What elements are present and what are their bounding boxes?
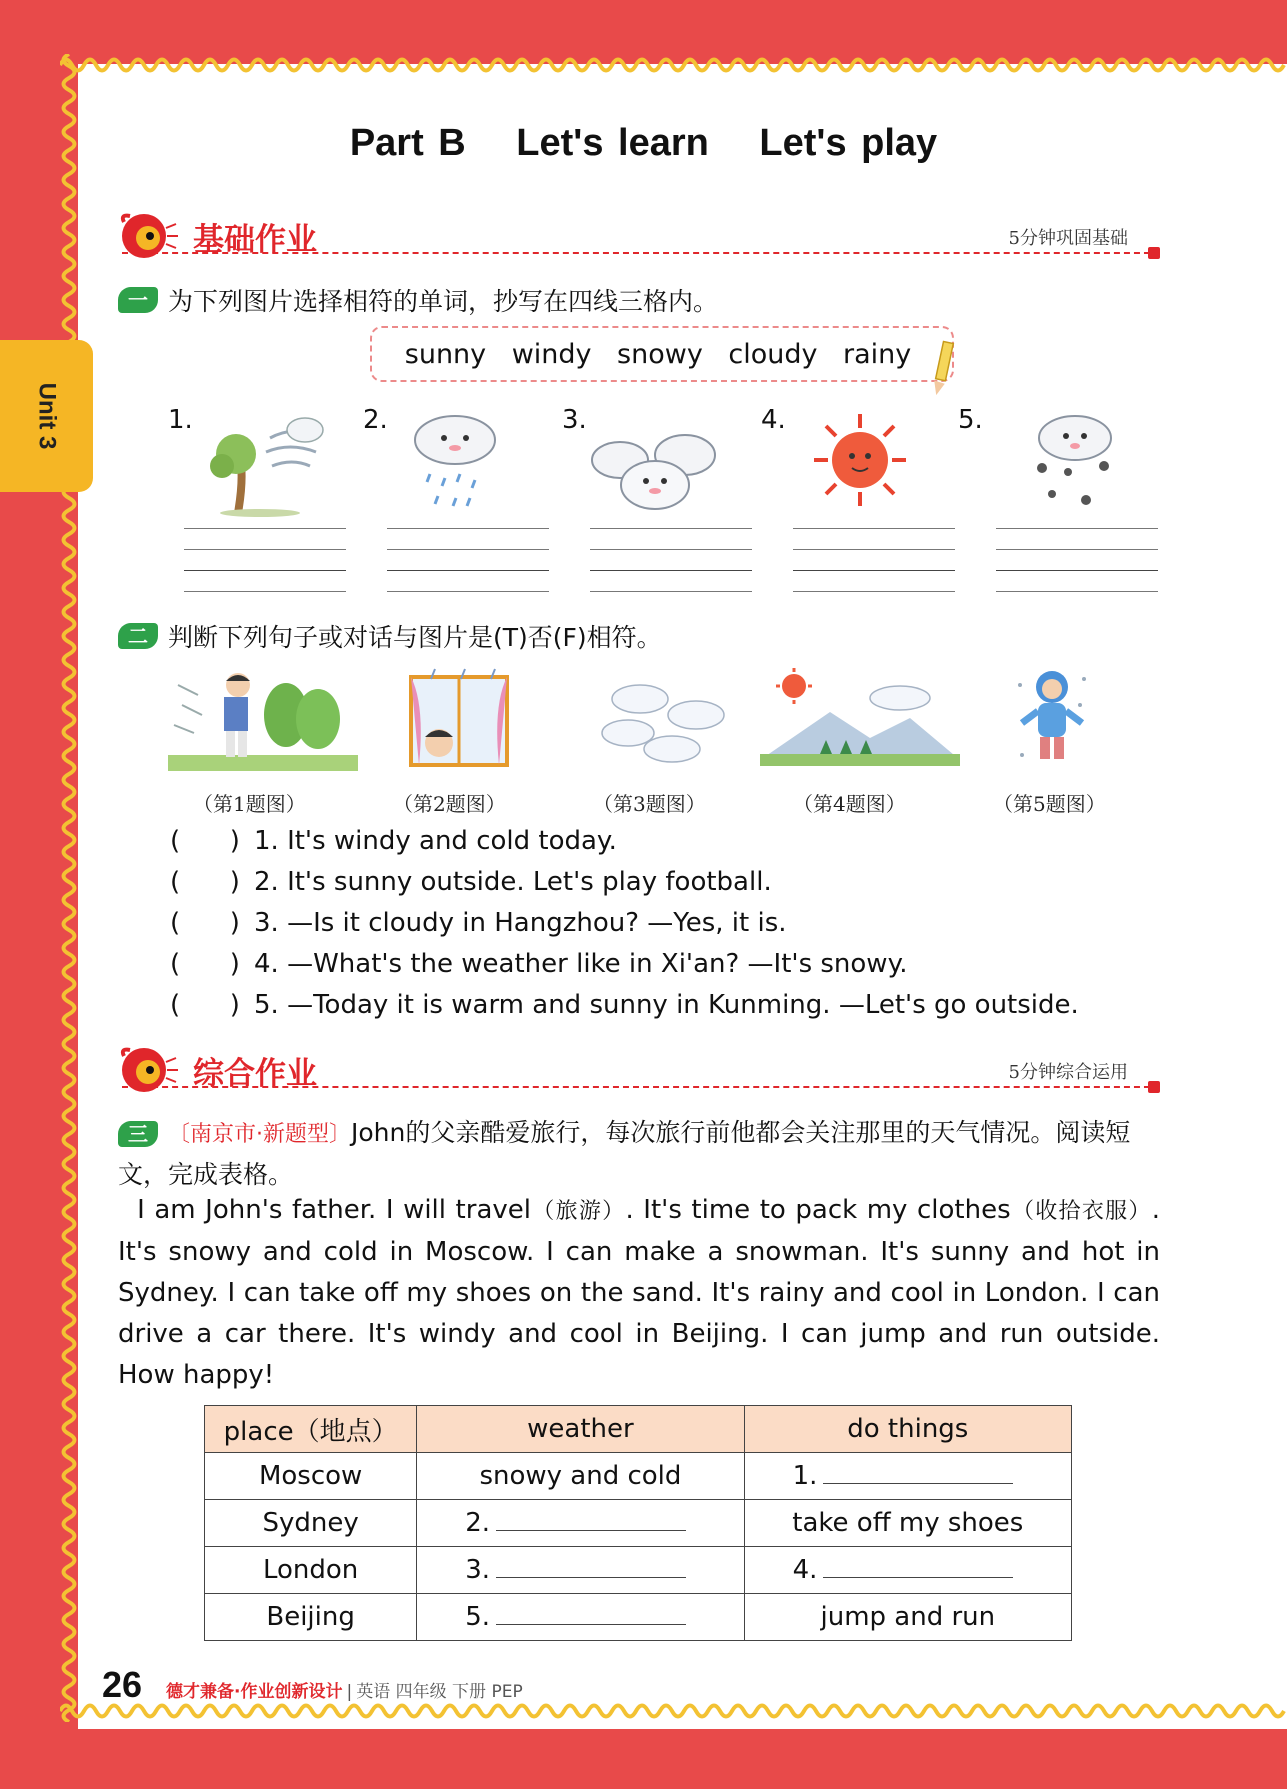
- passage-text: I am John's father. I will travel: [137, 1195, 531, 1225]
- table-cell: Beijing: [205, 1594, 417, 1641]
- snowy-cloud-picture: [1030, 408, 1120, 518]
- answer-bracket[interactable]: ( ): [170, 949, 240, 979]
- unit-tab: [0, 340, 93, 492]
- answer-line[interactable]: [823, 1556, 1013, 1578]
- column-header: do things: [744, 1406, 1071, 1453]
- question-2-heading: [118, 618, 662, 654]
- windy-tree-picture: [200, 408, 330, 518]
- pencil-icon: [928, 338, 958, 398]
- table-cell: Sydney: [205, 1500, 417, 1547]
- table-cell: jump and run: [744, 1594, 1071, 1641]
- tf-sentence: 1. It's windy and cold today.: [254, 826, 617, 856]
- weather-table: [204, 1405, 1072, 1641]
- section-header-basic: [118, 210, 1160, 270]
- question-tag: 〔南京市·新题型〕: [168, 1122, 351, 1147]
- picture-caption: （第4题图）: [793, 792, 906, 816]
- picture-caption: （第2题图）: [393, 792, 506, 816]
- answer-blank-cell[interactable]: [417, 1547, 744, 1594]
- answer-bracket[interactable]: ( ): [170, 990, 240, 1020]
- word-option: rainy: [842, 338, 912, 370]
- picture-number: 5.: [958, 405, 983, 435]
- question-instruction: 为下列图片选择相符的单词，抄写在四线三格内。: [168, 287, 719, 316]
- tf-item: [170, 908, 787, 938]
- tf-item: [170, 949, 908, 979]
- passage-gloss: （旅游）: [531, 1199, 626, 1224]
- page-number: 26: [102, 1664, 143, 1705]
- divider-end-dot: [1148, 1081, 1160, 1093]
- table-cell: London: [205, 1547, 417, 1594]
- column-header: place（地点）: [205, 1406, 417, 1453]
- passage-gloss: （收拾衣服）: [1010, 1199, 1152, 1224]
- sunny-mountain-picture: [760, 668, 960, 768]
- answer-bracket[interactable]: ( ): [170, 826, 240, 856]
- tf-sentence: 4. —What's the weather like in Xi'an? —It's snowy.: [254, 949, 908, 979]
- answer-blank-cell[interactable]: [417, 1500, 744, 1547]
- blank-number: 1.: [792, 1461, 818, 1491]
- section-title: 综合作业: [193, 1056, 317, 1092]
- table-cell: Moscow: [205, 1453, 417, 1500]
- answer-line[interactable]: [496, 1556, 686, 1578]
- tf-item: [170, 826, 617, 856]
- passage-text: . It's snowy and cold in Moscow. I can make a snowman. It's sunny and hot in Sydney. I can take off my shoes on the sand. It's rainy and cool in London. I can drive a car there. It's windy and cool in Beijing. I can jump and run outside. How happy!: [118, 1195, 1160, 1390]
- question-number-badge: 一: [118, 287, 158, 313]
- mascot-bird-icon: [118, 210, 180, 266]
- blank-number: 3.: [465, 1555, 491, 1585]
- page-title: [0, 122, 1287, 165]
- writing-lines[interactable]: [996, 528, 1158, 594]
- clouds-picture: [600, 675, 730, 765]
- wavy-border-left: [58, 54, 80, 1722]
- question-number-badge: 二: [118, 623, 158, 649]
- table-row: [205, 1594, 1072, 1641]
- table-row: [205, 1500, 1072, 1547]
- table-row: [205, 1547, 1072, 1594]
- column-header: weather: [417, 1406, 744, 1453]
- book-subject: 英语 四年级 下册 PEP: [356, 1682, 523, 1702]
- picture-number: 3.: [562, 405, 587, 435]
- table-cell: take off my shoes: [744, 1500, 1071, 1547]
- unit-tab-label: Unit 3: [33, 382, 61, 450]
- title-play: Let's play: [759, 122, 938, 164]
- answer-bracket[interactable]: ( ): [170, 908, 240, 938]
- picture-number: 2.: [363, 405, 388, 435]
- word-option: windy: [511, 338, 592, 370]
- mascot-bird-icon: [118, 1044, 180, 1100]
- writing-lines[interactable]: [590, 528, 752, 594]
- sunny-sun-picture: [810, 410, 910, 510]
- writing-lines[interactable]: [184, 528, 346, 594]
- picture-caption: （第5题图）: [993, 792, 1106, 816]
- writing-lines[interactable]: [793, 528, 955, 594]
- word-option: sunny: [404, 338, 487, 370]
- word-option: snowy: [617, 338, 703, 370]
- writing-lines[interactable]: [387, 528, 549, 594]
- tf-sentence: 2. It's sunny outside. Let's play football.: [254, 867, 772, 897]
- tf-sentence: 3. —Is it cloudy in Hangzhou? —Yes, it is.: [254, 908, 787, 938]
- title-part: Part B: [349, 122, 466, 164]
- passage-text: . It's time to pack my clothes: [625, 1195, 1011, 1225]
- blank-number: 4.: [792, 1555, 818, 1585]
- answer-line[interactable]: [496, 1603, 686, 1625]
- section-divider: [122, 1086, 1160, 1088]
- answer-line[interactable]: [496, 1509, 686, 1531]
- tf-item: [170, 990, 1079, 1020]
- cloudy-picture: [590, 425, 720, 515]
- snow-child-picture: [1012, 665, 1092, 775]
- question-number-badge: 三: [118, 1121, 158, 1147]
- book-series: 德才兼备·作业创新设计: [166, 1682, 343, 1702]
- question-3-heading: [118, 1113, 1160, 1195]
- title-learn: Let's learn: [516, 122, 709, 164]
- rainy-window-picture: [405, 665, 515, 773]
- picture-number: 1.: [168, 405, 193, 435]
- picture-number: 4.: [761, 405, 786, 435]
- picture-caption: （第1题图）: [193, 792, 306, 816]
- blank-number: 5.: [465, 1602, 491, 1632]
- section-title: 基础作业: [193, 222, 317, 258]
- answer-blank-cell[interactable]: [417, 1594, 744, 1641]
- section-divider: [122, 252, 1160, 254]
- section-header-comprehensive: [118, 1044, 1160, 1104]
- rainy-cloud-picture: [410, 408, 500, 518]
- answer-blank-cell[interactable]: [744, 1547, 1071, 1594]
- table-header-row: [205, 1406, 1072, 1453]
- picture-caption: （第3题图）: [593, 792, 706, 816]
- answer-bracket[interactable]: ( ): [170, 867, 240, 897]
- table-cell: snowy and cold: [417, 1453, 744, 1500]
- tf-sentence: 5. —Today it is warm and sunny in Kunming. —Let's go outside.: [254, 990, 1079, 1020]
- answer-line[interactable]: [823, 1462, 1013, 1484]
- reading-passage: [118, 1190, 1160, 1396]
- question-instruction: 判断下列句子或对话与图片是(T)否(F)相符。: [168, 623, 662, 652]
- blank-number: 2.: [465, 1508, 491, 1538]
- windy-boy-picture: [168, 665, 358, 773]
- question-instruction: John的父亲酷爱旅行，每次旅行前他都会关注那里的天气情况。阅读短文，完成表格。: [118, 1118, 1131, 1189]
- section-subtitle: 5分钟巩固基础: [1008, 228, 1128, 249]
- word-bank: [370, 326, 954, 382]
- table-row: [205, 1453, 1072, 1500]
- tf-item: [170, 867, 772, 897]
- answer-blank-cell[interactable]: [744, 1453, 1071, 1500]
- section-subtitle: 5分钟综合运用: [1008, 1062, 1128, 1083]
- question-1-heading: [118, 282, 718, 318]
- footer-separator: |: [346, 1682, 353, 1702]
- page-footer: [102, 1664, 523, 1706]
- divider-end-dot: [1148, 247, 1160, 259]
- word-option: cloudy: [728, 338, 818, 370]
